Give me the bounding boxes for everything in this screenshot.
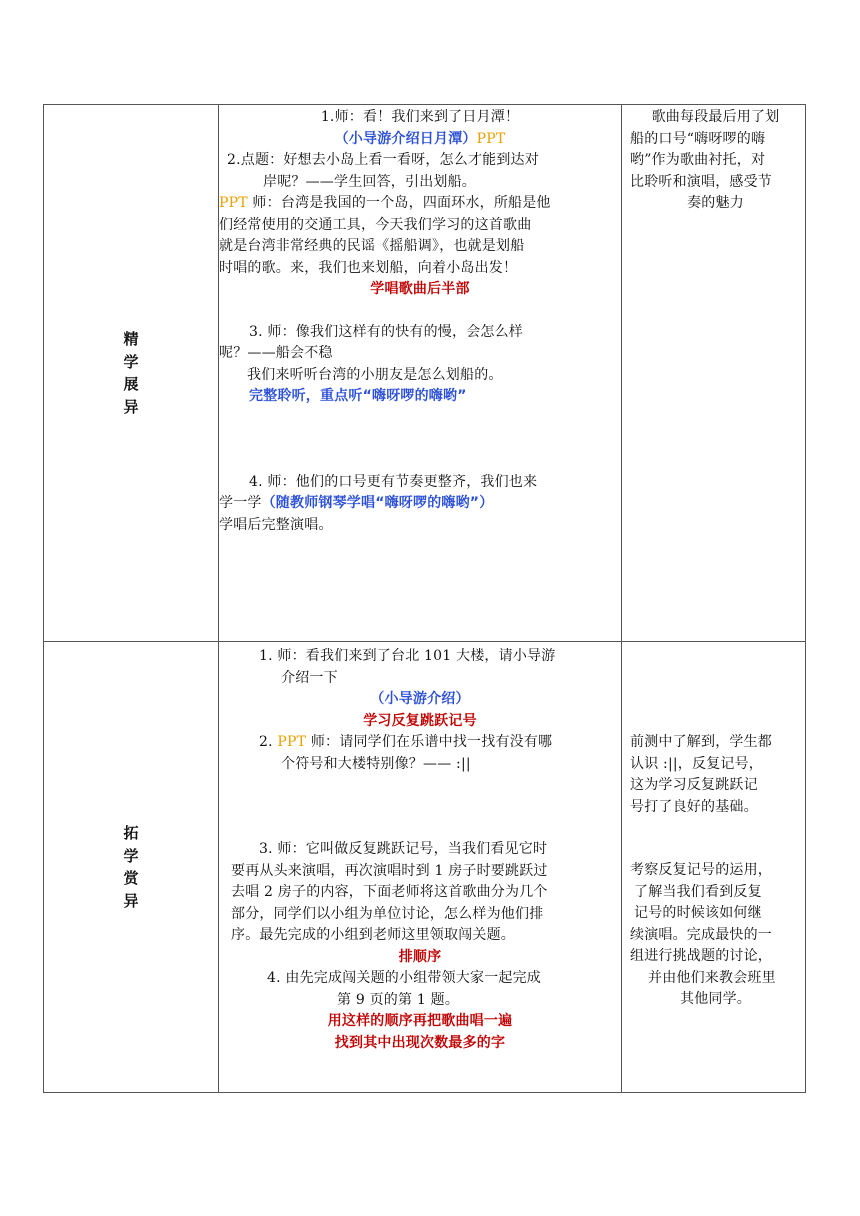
note-line: 其他同学。 bbox=[680, 991, 751, 1007]
section-label bbox=[123, 822, 138, 912]
note-line: 号打了良好的基础。 bbox=[630, 798, 758, 815]
text-line: 3. 师：它叫做反复跳跃记号，当我们看见它时 bbox=[259, 841, 548, 857]
note-line: 前测中了解到，学生都 bbox=[630, 734, 772, 750]
note-cell bbox=[622, 642, 806, 1093]
label-char: 学 bbox=[123, 846, 139, 865]
table-row bbox=[44, 642, 806, 1093]
text-line: 要再从头来演唱，再次演唱时到 1 房子时要跳跃过 bbox=[231, 862, 548, 879]
section-label-cell bbox=[44, 105, 219, 642]
text-line bbox=[219, 193, 621, 215]
text-line bbox=[219, 129, 621, 151]
section-label-cell bbox=[44, 642, 219, 1093]
lesson-plan-table bbox=[43, 104, 806, 1093]
section-heading: 排顺序 bbox=[398, 948, 442, 965]
note-line: 歌曲每段最后用了划 bbox=[651, 109, 780, 125]
text-line: 序。最先完成的小组到老师这里领取闯关题。 bbox=[231, 927, 515, 943]
label-char: 赏 bbox=[123, 869, 139, 887]
label-char: 异 bbox=[123, 891, 139, 910]
ppt-tag: PPT bbox=[219, 195, 248, 211]
ppt-tag: PPT bbox=[476, 130, 506, 147]
text-line: 时唱的歌。来，我们也来划船，向着小岛出发！ bbox=[219, 259, 518, 276]
text-span: 2. bbox=[259, 734, 278, 750]
note-line: 记号的时候该如何继 bbox=[634, 905, 762, 921]
text-line: 我们来听听台湾的小朋友是怎么划船的。 bbox=[247, 366, 503, 383]
text-line: 介绍一下 bbox=[281, 669, 338, 686]
note-line: 并由他们来教会班里 bbox=[648, 969, 776, 986]
note-line: 续演唱。完成最快的一 bbox=[630, 926, 772, 943]
section-heading: 学习反复跳跃记号 bbox=[363, 712, 477, 729]
content-cell bbox=[219, 105, 622, 642]
note-line: 船的口号“嗨呀啰的嗨 bbox=[630, 130, 766, 147]
text-span: 学一学 bbox=[219, 495, 262, 511]
section-heading: 学唱歌曲后半部 bbox=[370, 281, 470, 297]
text-line: 们经常使用的交通工具，今天我们学习的这首歌曲 bbox=[219, 216, 532, 233]
note-line: 了解当我们看到反复 bbox=[634, 883, 762, 900]
section-label bbox=[123, 328, 138, 418]
table-row bbox=[44, 105, 806, 642]
cue-text: （小导游介绍） bbox=[370, 691, 470, 707]
label-char: 展 bbox=[123, 375, 139, 393]
text-line: 学唱后完整演唱。 bbox=[219, 516, 333, 533]
label-char: 学 bbox=[123, 352, 139, 371]
cue-text: 完整聆听，重点听“嗨呀啰的嗨哟” bbox=[249, 388, 467, 404]
label-char: 异 bbox=[123, 397, 139, 416]
text-line: 部分，同学们以小组为单位讨论，怎么样为他们排 bbox=[231, 905, 544, 922]
content-cell bbox=[219, 642, 622, 1093]
text-line: 1. 师：看我们来到了台北 101 大楼，请小导游 bbox=[259, 648, 556, 664]
text-line: 3. 师：像我们这样有的快有的慢，会怎么样 bbox=[249, 323, 524, 340]
cue-text: （小导游介绍日月潭） bbox=[334, 130, 477, 147]
note-line: 比聆听和演唱，感受节 bbox=[630, 173, 772, 190]
text-span: 师：请同学们在乐谱中找一找有没有哪 bbox=[306, 734, 553, 750]
text-line: 去唱 2 房子的内容，下面老师将这首歌曲分为几个 bbox=[231, 884, 548, 900]
text-line: 4. 师：他们的口号更有节奏更整齐，我们也来 bbox=[249, 473, 538, 490]
section-heading: 找到其中出现次数最多的字 bbox=[334, 1034, 506, 1051]
text-line: 就是台湾非常经典的民谣《摇船调》，也就是划船 bbox=[219, 238, 525, 254]
text-line: 第 9 页的第 1 题。 bbox=[337, 991, 460, 1008]
note-line: 考察反复记号的运用， bbox=[630, 862, 772, 878]
label-char: 拓 bbox=[123, 824, 139, 842]
note-line: 哟”作为歌曲衬托，对 bbox=[630, 152, 766, 168]
text-line bbox=[219, 493, 621, 515]
text-line: 岸呢？——学生回答，引出划船。 bbox=[263, 173, 476, 190]
section-heading: 用这样的顺序再把歌曲唱一遍 bbox=[327, 1013, 513, 1029]
text-line: 1.师：看！我们来到了日月潭！ bbox=[320, 109, 520, 125]
note-line: 组进行挑战题的讨论， bbox=[630, 948, 772, 964]
text-line: 个符号和大楼特别像？—— :|| bbox=[281, 755, 471, 772]
note-line: 这为学习反复跳跃记 bbox=[630, 777, 758, 793]
text-line: 2.点题：好想去小岛上看一看呀，怎么才能到达对 bbox=[227, 152, 539, 168]
text-line: 呢？——船会不稳 bbox=[219, 345, 333, 361]
note-cell bbox=[622, 105, 806, 642]
text-span: 师：台湾是我国的一个岛，四面环水，所船是他 bbox=[247, 195, 551, 211]
cue-text: （随教师钢琴学唱“嗨呀啰的嗨哟”） bbox=[261, 495, 494, 511]
note-line: 奏的魅力 bbox=[687, 195, 744, 211]
text-line: 4. 由先完成闯关题的小组带领大家一起完成 bbox=[267, 970, 542, 986]
label-char: 精 bbox=[123, 330, 139, 348]
text-line bbox=[219, 732, 621, 754]
note-line: 认识 :||，反复记号， bbox=[630, 755, 764, 772]
ppt-tag: PPT bbox=[277, 734, 307, 750]
